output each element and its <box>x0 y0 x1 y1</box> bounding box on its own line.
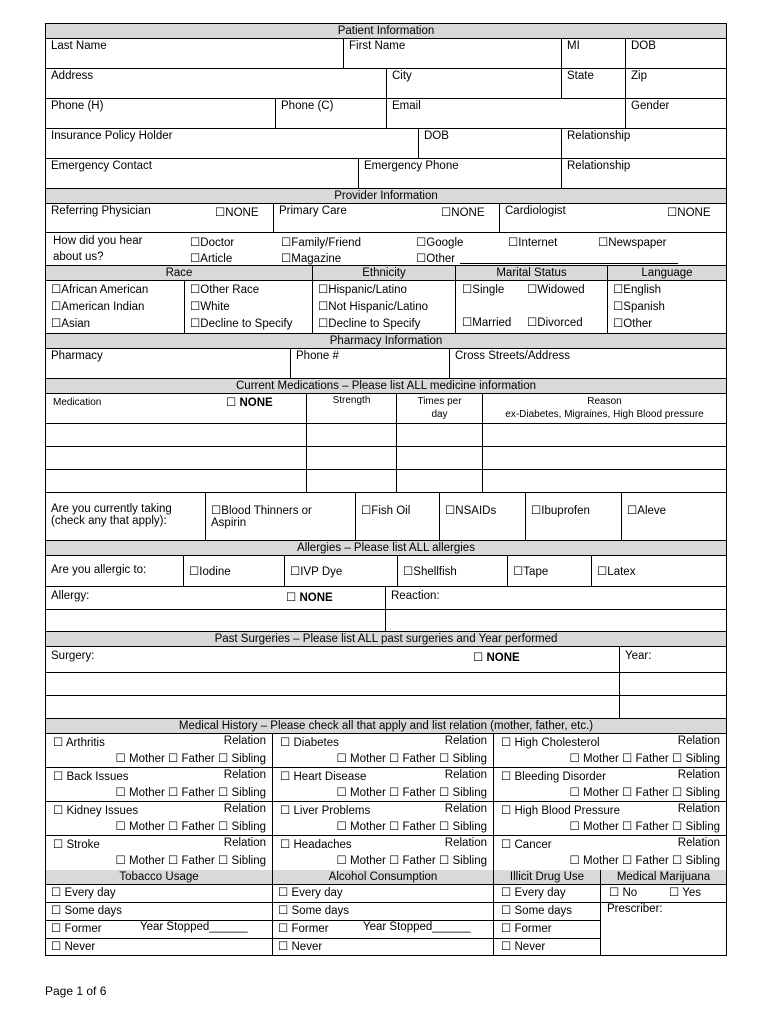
family-relation-checkboxes[interactable]: ☐ Mother ☐ Father ☐ Sibling <box>569 753 720 765</box>
emergency-row <box>46 159 726 189</box>
state-field[interactable] <box>561 69 625 98</box>
times-cell[interactable] <box>396 424 482 446</box>
family-relation-checkboxes[interactable]: ☐ Mother ☐ Father ☐ Sibling <box>336 821 487 833</box>
medications-header-row <box>46 394 726 424</box>
surgery-year-cell[interactable] <box>619 647 726 672</box>
condition-checkbox[interactable]: ☐ Kidney Issues <box>53 805 139 817</box>
drug-some-checkbox[interactable]: ☐ Some days <box>494 903 600 921</box>
relation-label: Relation <box>444 803 487 815</box>
surgery-entry-row <box>46 673 726 696</box>
surgery-cell[interactable] <box>46 647 619 672</box>
marital-header: Marital Status <box>455 266 607 280</box>
shellfish-checkbox[interactable]: ☐Shellfish <box>397 556 507 586</box>
times-label-1: Times per <box>417 396 462 407</box>
ethnicity-header: Ethnicity <box>312 266 455 280</box>
lang-spanish-checkbox[interactable]: ☐Spanish <box>613 301 665 313</box>
tape-checkbox[interactable]: ☐Tape <box>507 556 591 586</box>
allergic-to-label: Are you allergic to: <box>51 564 147 576</box>
tobacco-never-checkbox[interactable]: ☐ Never <box>51 941 96 953</box>
race-other-checkbox[interactable]: ☐Other Race <box>190 284 260 296</box>
condition-checkbox[interactable]: ☐ Headaches <box>280 839 352 851</box>
holder-dob-label: DOB <box>424 130 449 142</box>
ivp-dye-checkbox[interactable]: ☐IVP Dye <box>284 556 397 586</box>
policy-holder-field[interactable] <box>46 129 418 158</box>
reason-col-header <box>482 394 726 423</box>
alcohol-never-checkbox[interactable]: ☐ Never <box>278 941 323 953</box>
allergy-entry-cell[interactable] <box>46 610 385 631</box>
alcohol-former-row <box>273 921 493 939</box>
reaction-label: Reaction: <box>391 590 440 602</box>
allergy-entry-row <box>46 610 726 632</box>
eth-decline-checkbox[interactable]: ☐Decline to Specify <box>318 318 421 330</box>
emergency-contact-label: Emergency Contact <box>51 160 152 172</box>
medication-cell[interactable] <box>46 447 306 469</box>
fish-oil-checkbox[interactable]: ☐Fish Oil <box>355 493 439 540</box>
condition-checkbox[interactable]: ☐ Heart Disease <box>280 771 367 783</box>
race-white-checkbox[interactable]: ☐White <box>190 301 230 313</box>
gender-field[interactable] <box>625 99 726 128</box>
drug-former-checkbox[interactable]: ☐ Former <box>494 921 600 939</box>
alcohol-col <box>272 885 493 955</box>
lang-english-checkbox[interactable]: ☐English <box>613 284 662 296</box>
race-american-indian-checkbox[interactable]: ☐American Indian <box>51 301 145 313</box>
drug-every-checkbox[interactable]: ☐ Every day <box>494 885 600 903</box>
family-relation-checkboxes[interactable]: ☐ Mother ☐ Father ☐ Sibling <box>115 787 266 799</box>
drug-never-checkbox[interactable]: ☐ Never <box>501 941 546 953</box>
city-label: City <box>392 70 412 82</box>
allergy-label: Allergy: <box>51 590 90 602</box>
history-condition-cell <box>493 768 726 801</box>
condition-checkbox[interactable]: ☐ Bleeding Disorder <box>501 771 606 783</box>
cardiologist-label: Cardiologist <box>505 205 566 217</box>
hear-label-line1: How did you hear <box>53 235 143 247</box>
source-other-line[interactable] <box>460 263 678 264</box>
cardiologist-field[interactable] <box>499 204 726 232</box>
strength-cell[interactable] <box>306 424 396 446</box>
surgeries-none-checkbox[interactable]: ☐ NONE <box>473 652 520 664</box>
history-row <box>46 734 726 768</box>
condition-checkbox[interactable]: ☐ Back Issues <box>53 771 129 783</box>
times-cell[interactable] <box>396 470 482 492</box>
history-row <box>46 768 726 802</box>
medication-label: Medication <box>53 397 102 408</box>
history-condition-cell <box>493 836 726 870</box>
relation-label: Relation <box>223 769 266 781</box>
email-label: Email <box>392 100 421 112</box>
alcohol-header: Alcohol Consumption <box>272 870 493 884</box>
race-decline-checkbox[interactable]: ☐Decline to Specify <box>190 318 293 330</box>
alcohol-former-checkbox[interactable]: ☐ Former <box>278 923 329 935</box>
referring-physician-label: Referring Physician <box>51 205 151 217</box>
tobacco-former-checkbox[interactable]: ☐ Former <box>51 923 102 935</box>
taking-question <box>46 493 205 540</box>
surgery-entry-row <box>46 696 726 719</box>
phone-cell-label: Phone (C) <box>281 100 334 112</box>
blood-thinners-checkbox[interactable] <box>205 493 355 540</box>
source-internet-checkbox[interactable]: ☐Internet <box>508 237 558 249</box>
allergy-header-row <box>46 587 726 610</box>
marijuana-yes-checkbox[interactable]: ☐ Yes <box>669 887 702 899</box>
insurance-row <box>46 129 726 159</box>
address-row <box>46 69 726 99</box>
dob-label: DOB <box>631 40 656 52</box>
lang-other-checkbox[interactable]: ☐Other <box>613 318 653 330</box>
policy-holder-label: Insurance Policy Holder <box>51 130 173 142</box>
times-cell[interactable] <box>396 447 482 469</box>
medication-cell[interactable] <box>46 470 306 492</box>
iodine-checkbox[interactable]: ☐Iodine <box>183 556 284 586</box>
drug-header: Illicit Drug Use <box>493 870 600 884</box>
reason-cell[interactable] <box>482 424 726 446</box>
physician-row <box>46 204 726 233</box>
emergency-relationship-label: Relationship <box>567 160 631 172</box>
marijuana-col <box>600 885 726 955</box>
relation-label: Relation <box>677 803 720 815</box>
reason-label-2: ex-Diabetes, Migraines, High Blood pressure <box>505 409 704 420</box>
condition-checkbox[interactable]: ☐ Stroke <box>53 839 100 851</box>
tobacco-header: Tobacco Usage <box>119 871 199 883</box>
family-relation-checkboxes[interactable]: ☐ Mother ☐ Father ☐ Sibling <box>336 855 487 867</box>
condition-checkbox[interactable]: ☐ Arthritis <box>53 737 105 749</box>
medication-cell[interactable] <box>46 424 306 446</box>
marijuana-yes-no-row <box>601 885 726 903</box>
relation-label: Relation <box>677 769 720 781</box>
family-relation-checkboxes[interactable]: ☐ Mother ☐ Father ☐ Sibling <box>569 821 720 833</box>
zip-label: Zip <box>631 70 647 82</box>
section-header-pharmacy: Pharmacy Information <box>46 334 726 349</box>
referral-source-row <box>46 233 726 266</box>
history-condition-cell <box>46 734 272 767</box>
holder-relationship-field[interactable] <box>561 129 726 158</box>
taking-label-1: Are you currently taking <box>51 503 172 515</box>
surgery-entry-cell[interactable] <box>46 696 619 718</box>
surgery-label: Surgery: <box>51 650 95 662</box>
pharmacy-phone-field[interactable] <box>290 349 449 378</box>
family-relation-checkboxes[interactable]: ☐ Mother ☐ Father ☐ Sibling <box>115 821 266 833</box>
relation-label: Relation <box>444 769 487 781</box>
marital-widowed-checkbox[interactable]: ☐Widowed <box>527 284 585 296</box>
section-header-history: Medical History – Please check all that apply and list relation (mother, father, etc.) <box>46 719 726 734</box>
mi-field[interactable] <box>561 39 625 68</box>
race-african-checkbox[interactable]: ☐African American <box>51 284 149 296</box>
race-header: Race <box>165 267 193 279</box>
section-header-surgeries: Past Surgeries – Please list ALL past surgeries and Year performed <box>46 632 726 647</box>
relation-label: Relation <box>444 837 487 849</box>
relation-label: Relation <box>223 837 266 849</box>
alcohol-some-checkbox[interactable]: ☐ Some days <box>273 903 493 921</box>
primary-care-field[interactable] <box>273 204 499 232</box>
history-condition-cell <box>46 802 272 835</box>
medication-entry-row <box>46 470 726 493</box>
emergency-relationship-field[interactable] <box>561 159 726 188</box>
source-article-checkbox[interactable]: ☐Article <box>190 253 233 265</box>
source-doctor-checkbox[interactable]: ☐Doctor <box>190 237 235 249</box>
prescriber-field[interactable] <box>601 903 726 915</box>
relation-label: Relation <box>223 735 266 747</box>
phone-home-label: Phone (H) <box>51 100 104 112</box>
history-condition-cell <box>493 734 726 767</box>
phone-home-field[interactable] <box>46 99 275 128</box>
race-col-1 <box>46 281 184 333</box>
relation-label: Relation <box>677 837 720 849</box>
emergency-contact-field[interactable] <box>46 159 358 188</box>
history-row <box>46 802 726 836</box>
marital-col <box>455 281 607 333</box>
marijuana-no-checkbox[interactable]: ☐ No <box>609 887 638 899</box>
tobacco-former-row <box>46 921 272 939</box>
address-field[interactable] <box>46 69 386 98</box>
allergies-none-checkbox[interactable]: ☐ NONE <box>286 592 333 604</box>
cross-streets-field[interactable] <box>449 349 726 378</box>
primary-none-checkbox[interactable]: ☐NONE <box>441 207 485 219</box>
history-condition-cell <box>46 836 272 870</box>
eth-not-hispanic-checkbox[interactable]: ☐Not Hispanic/Latino <box>318 301 429 313</box>
medication-col-header <box>46 394 306 423</box>
latex-checkbox[interactable]: ☐Latex <box>591 556 726 586</box>
substance-row <box>46 885 726 955</box>
ethnicity-col <box>312 281 455 333</box>
city-field[interactable] <box>386 69 561 98</box>
strength-col-header: Strength <box>306 394 396 423</box>
current-taking-row <box>46 493 726 541</box>
ibuprofen-checkbox[interactable]: ☐Ibuprofen <box>525 493 621 540</box>
condition-checkbox[interactable]: ☐ Diabetes <box>280 737 339 749</box>
pharmacy-row <box>46 349 726 379</box>
alcohol-year-stopped[interactable]: Year Stopped______ <box>363 921 471 933</box>
mi-label: MI <box>567 40 580 52</box>
patient-intake-form <box>45 23 727 956</box>
cardiologist-none-checkbox[interactable]: ☐NONE <box>667 207 711 219</box>
blood-thinners-label-1: ☐Blood Thinners or <box>211 505 312 517</box>
holder-dob-field[interactable] <box>418 129 561 158</box>
surgery-entry-cell[interactable] <box>46 673 619 695</box>
drug-col <box>493 885 600 955</box>
relation-label: Relation <box>677 735 720 747</box>
relation-label: Relation <box>444 735 487 747</box>
section-header-medications: Current Medications – Please list ALL medicine information <box>46 379 726 394</box>
source-other-checkbox[interactable]: ☐Other <box>416 253 456 265</box>
medications-none-checkbox[interactable]: ☐ NONE <box>226 397 273 409</box>
pharmacy-label: Pharmacy <box>51 350 103 362</box>
alcohol-every-checkbox[interactable]: ☐ Every day <box>273 885 493 903</box>
source-magazine-checkbox[interactable]: ☐Magazine <box>281 253 342 265</box>
condition-checkbox[interactable]: ☐ High Blood Pressure <box>501 805 620 817</box>
cross-streets-label: Cross Streets/Address <box>455 350 571 362</box>
times-label-2: day <box>431 409 448 420</box>
referring-physician-field[interactable] <box>46 204 273 232</box>
tobacco-some-checkbox[interactable]: ☐ Some days <box>46 903 272 921</box>
surgery-header-row <box>46 647 726 673</box>
referring-none-checkbox[interactable]: ☐NONE <box>215 207 259 219</box>
section-header-provider: Provider Information <box>46 189 726 204</box>
prescriber-label: Prescriber: <box>607 903 663 915</box>
family-relation-checkboxes[interactable]: ☐ Mother ☐ Father ☐ Sibling <box>569 787 720 799</box>
tobacco-year-stopped[interactable]: Year Stopped______ <box>140 921 248 933</box>
eth-hispanic-checkbox[interactable]: ☐Hispanic/Latino <box>318 284 407 296</box>
substance-header-row <box>46 870 726 885</box>
condition-checkbox[interactable]: ☐ Liver Problems <box>280 805 371 817</box>
relation-label: Relation <box>223 803 266 815</box>
strength-cell[interactable] <box>306 470 396 492</box>
race-col-2 <box>184 281 312 333</box>
condition-checkbox[interactable]: ☐ Cancer <box>501 839 552 851</box>
history-condition-cell <box>272 768 493 801</box>
tobacco-every-checkbox[interactable]: ☐ Every day <box>46 885 272 903</box>
language-header: Language <box>607 266 726 280</box>
reaction-entry-cell[interactable] <box>385 610 726 631</box>
strength-cell[interactable] <box>306 447 396 469</box>
email-field[interactable] <box>386 99 625 128</box>
reaction-cell[interactable] <box>385 587 726 609</box>
family-relation-checkboxes[interactable]: ☐ Mother ☐ Father ☐ Sibling <box>569 855 720 867</box>
medical-history-grid <box>46 734 726 870</box>
nsaids-checkbox[interactable]: ☐NSAIDs <box>439 493 525 540</box>
holder-relationship-label: Relationship <box>567 130 631 142</box>
dob-field[interactable] <box>625 39 726 68</box>
marital-single-checkbox[interactable]: ☐Single <box>462 284 505 296</box>
pharmacy-phone-label: Phone # <box>296 350 339 362</box>
name-row <box>46 39 726 69</box>
primary-care-label: Primary Care <box>279 205 347 217</box>
year-entry-cell[interactable] <box>619 696 726 718</box>
family-relation-checkboxes[interactable]: ☐ Mother ☐ Father ☐ Sibling <box>115 753 266 765</box>
reason-cell[interactable] <box>482 470 726 492</box>
aleve-checkbox[interactable]: ☐Aleve <box>621 493 726 540</box>
emergency-phone-field[interactable] <box>358 159 561 188</box>
family-relation-checkboxes[interactable]: ☐ Mother ☐ Father ☐ Sibling <box>336 787 487 799</box>
condition-checkbox[interactable]: ☐ High Cholesterol <box>501 737 600 749</box>
pharmacy-field[interactable] <box>46 349 290 378</box>
page-number: Page 1 of 6 <box>45 984 107 998</box>
section-header-patient: Patient Information <box>46 24 726 39</box>
source-google-checkbox[interactable]: ☐Google <box>416 237 464 249</box>
allergy-cell[interactable] <box>46 587 385 609</box>
race-asian-checkbox[interactable]: ☐Asian <box>51 318 91 330</box>
tobacco-col <box>46 885 272 955</box>
demographics-row <box>46 281 726 334</box>
reason-label-1: Reason <box>587 396 622 407</box>
zip-field[interactable] <box>625 69 726 98</box>
history-condition-cell <box>272 802 493 835</box>
taking-label-2: (check any that apply): <box>51 515 167 527</box>
times-col-header <box>396 394 482 423</box>
hear-label-line2: about us? <box>53 251 104 263</box>
history-row <box>46 836 726 870</box>
family-relation-checkboxes[interactable]: ☐ Mother ☐ Father ☐ Sibling <box>336 753 487 765</box>
state-label: State <box>567 70 594 82</box>
source-newspaper-checkbox[interactable]: ☐Newspaper <box>598 237 667 249</box>
year-entry-cell[interactable] <box>619 673 726 695</box>
family-relation-checkboxes[interactable]: ☐ Mother ☐ Father ☐ Sibling <box>115 855 266 867</box>
history-condition-cell <box>493 802 726 835</box>
emergency-phone-label: Emergency Phone <box>364 160 459 172</box>
allergic-to-row <box>46 556 726 587</box>
history-condition-cell <box>46 768 272 801</box>
marital-married-checkbox[interactable]: ☐Married <box>462 317 512 329</box>
blood-thinners-label-2: Aspirin <box>211 517 247 529</box>
phone-cell-field[interactable] <box>275 99 386 128</box>
first-name-label: First Name <box>349 40 406 52</box>
reason-cell[interactable] <box>482 447 726 469</box>
medication-entry-row <box>46 424 726 447</box>
marital-divorced-checkbox[interactable]: ☐Divorced <box>527 317 583 329</box>
history-condition-cell <box>272 734 493 767</box>
phone-row <box>46 99 726 129</box>
gender-label: Gender <box>631 100 670 112</box>
first-name-field[interactable] <box>343 39 561 68</box>
history-condition-cell <box>272 836 493 870</box>
section-header-allergies: Allergies – Please list ALL allergies <box>46 541 726 556</box>
source-family-checkbox[interactable]: ☐Family/Friend <box>281 237 361 249</box>
last-name-field[interactable] <box>46 39 343 68</box>
language-col <box>607 281 726 333</box>
demographics-header-row <box>46 266 726 281</box>
address-label: Address <box>51 70 94 82</box>
year-label: Year: <box>625 650 652 662</box>
marijuana-header: Medical Marijuana <box>600 870 726 884</box>
medication-entry-row <box>46 447 726 470</box>
last-name-label: Last Name <box>51 40 107 52</box>
